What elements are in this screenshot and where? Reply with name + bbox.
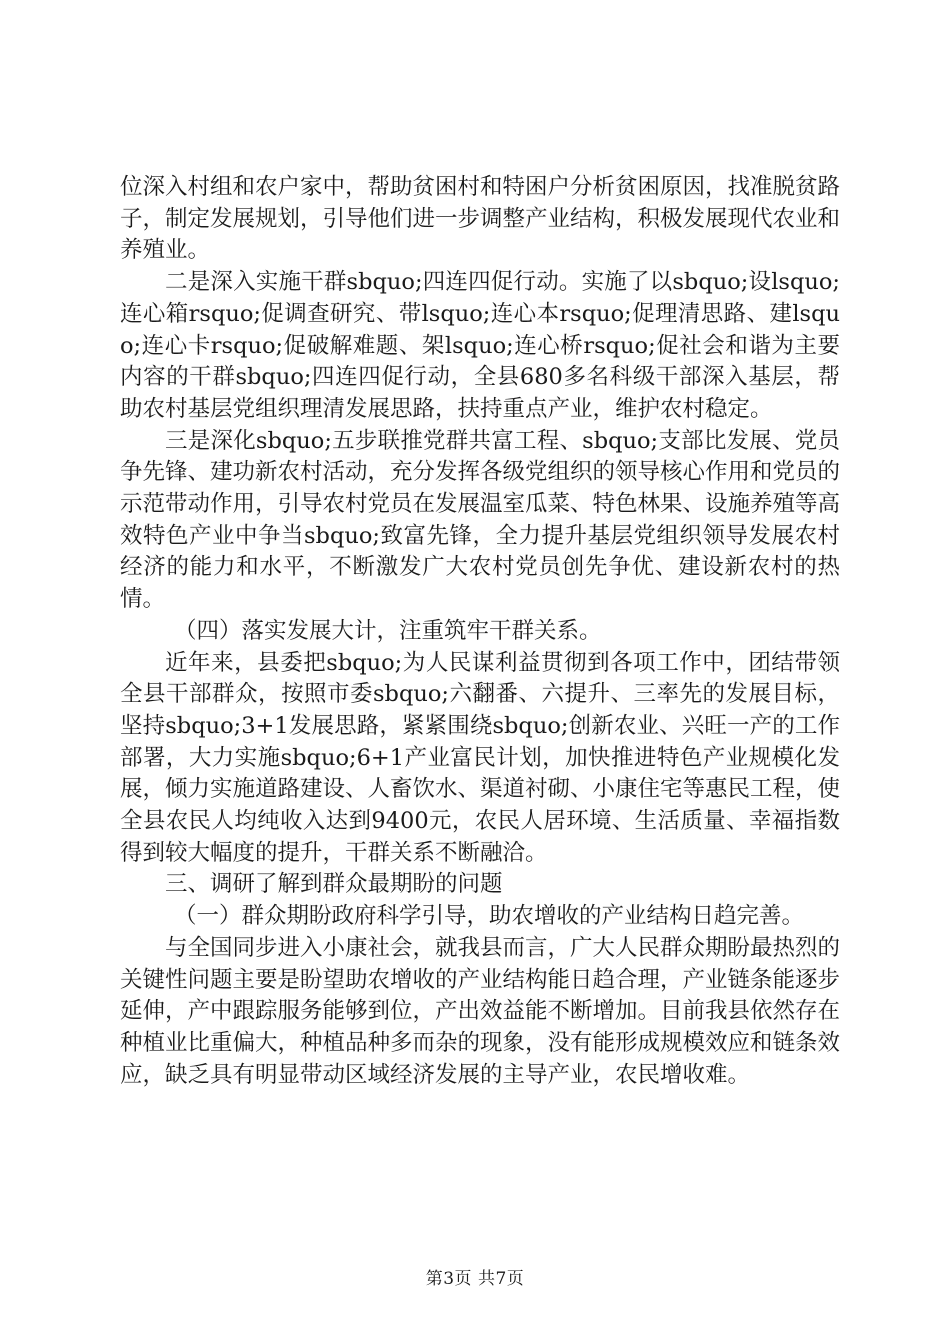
body-text	[120, 172, 840, 1091]
paragraph-party-prosperity-project: 三是深化sbquo;五步联推党群共富工程、sbquo;支部比发展、党员争先锋、建功新农村活动，充分发挥各级党组织的领导核心作用和党员的示范带动作用，引导农村党员在发展温室瓜菜、特色林果、设施养殖等高效特色产业中争当sbquo;致富先锋，全力提升基层党组织领导发展农村经济的能力和水平，不断激发广大农村党员创先争优、建设新农村的热情。	[120, 427, 841, 613]
page-number: 第3页 共7页	[425, 1269, 525, 1289]
subsection-heading-1: （一）群众期盼政府科学引导，助农增收的产业结构日趋完善。	[174, 903, 805, 930]
page-footer	[0, 1264, 950, 1289]
section-heading-4: （四）落实发展大计，注重筑牢干群关系。	[174, 617, 602, 644]
paragraph-county-development: 近年来，县委把sbquo;为人民谋利益贯彻到各项工作中，团结带领全县干部群众，按照市委sbquo;六翻番、六提升、三率先的发展目标，坚持sbquo;3+1发展思路，紧紧围绕sbquo;创新农业、兴旺一产的工作部署，大力实施sbquo;6+1产业富民计划，加快推进特色产业规模化发展，倾力实施道路建设、人畜饮水、渠道衬砌、小康住宅等惠民工程，使全县农民人均纯收入达到9400元，农民人居环境、生活质量、幸福指数得到较大幅度的提升，干群关系不断融洽。	[120, 649, 841, 866]
paragraph-industry-structure: 与全国同步进入小康社会，就我县而言，广大人民群众期盼最热烈的关键性问题主要是盼望助农增收的产业结构能日趋合理，产业链条能逐步延伸，产中跟踪服务能够到位，产出效益能不断增加。目前我县依然存在种植业比重偏大，种植品种多而杂的现象，没有能形成规模效应和链条效应，缺乏具有明显带动区域经济发展的主导产业，农民增收难。	[120, 934, 841, 1088]
section-heading-3: 三、调研了解到群众最期盼的问题	[165, 871, 503, 898]
paragraph-continuation: 位深入村组和农户家中，帮助贫困村和特困户分析贫困原因，找准脱贫路子，制定发展规划，引导他们进一步调整产业结构，积极发展现代农业和养殖业。	[120, 174, 841, 264]
paragraph-cadre-contact-action: 二是深入实施干群sbquo;四连四促行动。实施了以sbquo;设lsquo;连心箱rsquo;促调查研究、带lsquo;连心本rsquo;促理清思路、建lsquo;连心卡rsquo;促破解难题、架lsquo;连心桥rsquo;促社会和谐为主要内容的干群sbquo;四连四促行动，全县680多名科级干部深入基层，帮助农村基层党组织理清发展思路，扶持重点产业，维护农村稳定。	[120, 269, 840, 422]
